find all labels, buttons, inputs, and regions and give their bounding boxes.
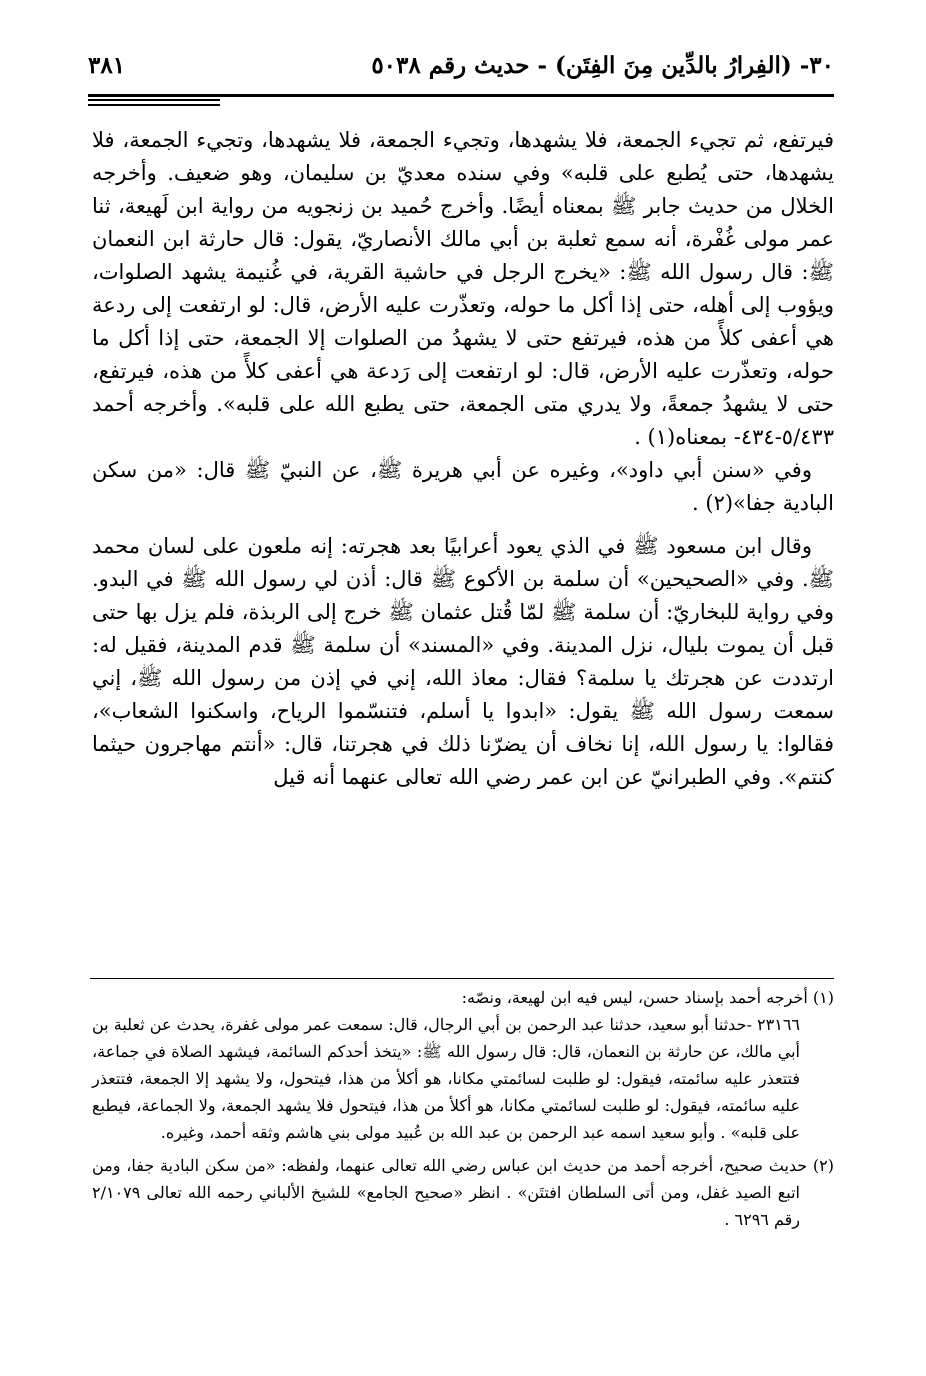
main-text: [92, 124, 834, 794]
paragraph-1: فيرتفع، ثم تجيء الجمعة، فلا يشهدها، وتجيء الجمعة، فلا يشهدها، وتجيء الجمعة، فلا يشهدها، حتى يُطبع على قلبه» وفي سنده معديّ بن سليمان، وهو ضعيف. وأخرجه الخلال من حديث جابر ﷺ بمعناه أيضًا. وأخرج حُميد بن زنجويه من رواية ابن لَهيعة، ثنا عمر مولى غُفْرة، أنه سمع ثعلبة بن أبي مالك الأنصاريّ، يقول: قال حارثة ابن النعمان ﷺ: قال رسول الله ﷺ: «يخرج الرجل في حاشية القرية، في غُنيمة يشهد الصلوات، ويؤوب إلى أهله، حتى إذا أكل ما حوله، وتعذّرت عليه الأرض، قال: لو ارتفعت إلى ردعة هي أعفى كلأً من هذه، فيرتفع حتى لا يشهدُ من الصلوات إلا الجمعة، حتى إذا أكل ما حوله، وتعذّرت عليه الأرض، قال: لو ارتفعت إلى رَدعة هي أعفى كلأً من هذه، فيرتفع، حتى لا يشهدُ جمعةً، ولا يدري متى الجمعة، حتى يطبع الله على قلبه». وأخرجه أحمد ٥/٤٣٣-٤٣٤- بمعناه(١) .: [92, 128, 834, 449]
footnotes: [92, 984, 834, 1233]
footnote-1-text: ٢٣١٦٦ -حدثنا أبو سعيد، حدثنا عبد الرحمن بن أبي الرجال، قال: سمعت عمر مولى غفرة، يحدث عن ثعلبة بن أبي مالك، عن حارثة بن النعمان، قال: قال رسول الله ﷺ: «يتخذ أحدكم السائمة، فيشهد الصلاة في جماعة، فتتعذر عليه سائمته، فيقول: لو طلبت لسائمتي مكانا، هو أكلأ من هذا، فيتحول، ولا يشهد إلا الجمعة، فتتعذر عليه سائمته، فيقول: لو طلبت لسائمتي مكانا، هو أكلأ من هذا، فيتحول فلا يشهد الجمعة، ولا الجماعة، فيطبع على قلبه» . وأبو سعيد اسمه عبد الرحمن بن عبد الله بن عُبيد مولى بني هاشم وثقه أحمد، وغيره.: [92, 1015, 800, 1142]
footnote-separator: [90, 978, 834, 979]
footnote-2: (٢) حديث صحيح، أخرجه أحمد من حديث ابن عباس رضي الله تعالى عنهما، ولفظه: «من سكن البادية جفا، ومن اتبع الصيد غفل، ومن أتى السلطان افتتَن» . انظر «صحيح الجامع» للشيخ الألباني رحمه الله تعالى ٢/١٠٧٩ رقم ٦٢٩٦ .: [92, 1156, 834, 1229]
page-number: ٣٨١: [88, 52, 126, 79]
header-rule: [88, 94, 834, 97]
page-number-underline: [88, 99, 220, 106]
paragraph-3: وقال ابن مسعود ﷺ في الذي يعود أعرابيًا بعد هجرته: إنه ملعون على لسان محمد ﷺ. وفي «الصحيحين» أن سلمة بن الأكوع ﷺ قال: أذن لي رسول الله ﷺ في البدو. وفي رواية للبخاريّ: أن سلمة ﷺ لمّا قُتل عثمان ﷺ خرج إلى الربذة، فلم يزل بها حتى قبل أن يموت بليال، نزل المدينة. وفي «المسند» أن سلمة ﷺ قدم المدينة، فقيل له: ارتددت عن هجرتك يا سلمة؟ فقال: معاذ الله، إني في إذن من رسول الله ﷺ، إني سمعت رسول الله ﷺ يقول: «ابدوا يا أسلم، فتنسّموا الرياح، واسكنوا الشعاب»، فقالوا: يا رسول الله، إنا نخاف أن يضرّنا ذلك في هجرتنا، قال: «أنتم مهاجرون حيثما كنتم». وفي الطبرانيّ عن ابن عمر رضي الله تعالى عنهما أنه قيل: [92, 534, 834, 789]
footnote-1-intro: (١) أخرجه أحمد بإسناد حسن، ليس فيه ابن لهيعة، ونصّه:: [461, 988, 834, 1007]
running-header: [88, 50, 834, 98]
paragraph-2: وفي «سنن أبي داود»، وغيره عن أبي هريرة ﷺ، عن النبيّ ﷺ قال: «من سكن البادية جفا»(٢) .: [92, 458, 834, 515]
header-title: ٣٠- (الفِرارُ بالدِّين مِنَ الفِتَن) - حديث رقم ٥٠٣٨: [371, 52, 834, 79]
